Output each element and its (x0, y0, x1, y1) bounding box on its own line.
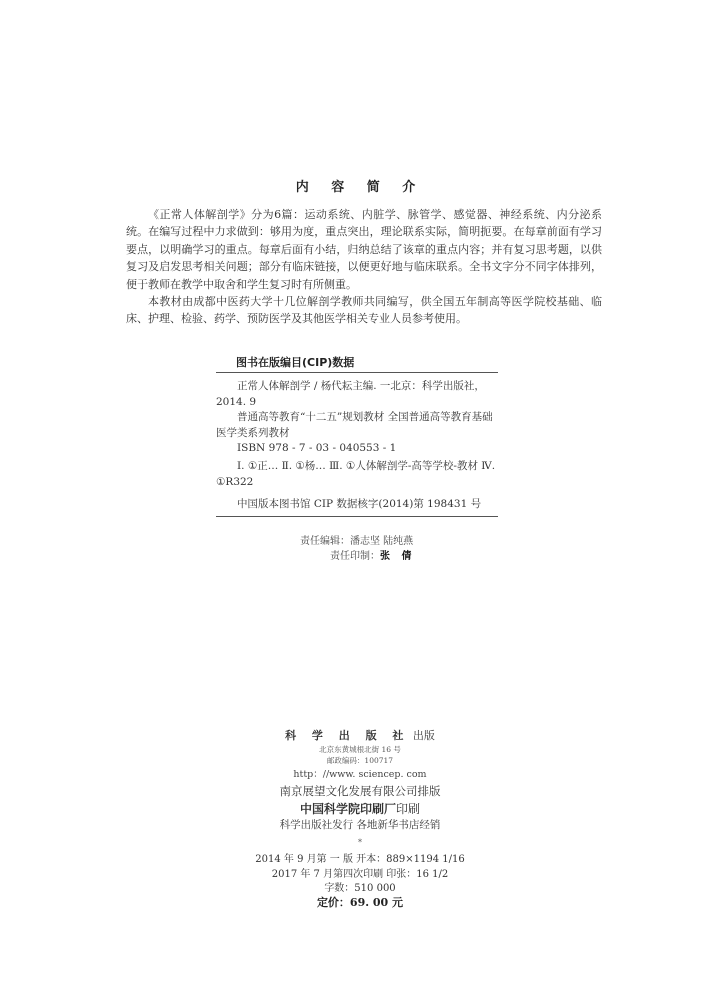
publisher-name: 科 学 出 版 社 (285, 729, 410, 742)
publisher-postcode: 邮政编码：100717 (326, 756, 394, 765)
separator-star: * (358, 838, 362, 847)
typesetter: 南京展望文化发展有限公司排版 (279, 784, 441, 798)
edition-line-2: 2017 年 7 月第四次印刷 印张：16 1/2 (271, 868, 449, 880)
responsible-printing-name: 张 倩 (380, 551, 416, 562)
cip-block-2 (216, 459, 498, 490)
cip-record-line: 中国版本图书馆 CIP 数据核字(2014)第 198431 号 (237, 498, 482, 510)
publisher-action: 出版 (412, 729, 435, 742)
edition-block (0, 853, 720, 897)
cip-block-1 (216, 379, 498, 457)
publisher-address-block (0, 744, 720, 766)
editors-block (300, 534, 415, 564)
cip-heading: 图书在版编目(CIP)数据 (236, 356, 355, 369)
cip-classification-line: Ⅰ. ①正… Ⅱ. ①杨… Ⅲ. ①人体解剖学-高等学校-教材 Ⅳ. ①R322 (216, 460, 496, 488)
responsible-editors: 责任编辑：潘志坚 陆纯燕 (300, 536, 414, 547)
summary-title: 内 容 简 介 (295, 180, 425, 195)
summary-body (126, 206, 602, 328)
printer-name: 中国科学院印刷厂 (299, 802, 396, 816)
printer-line (0, 800, 720, 817)
edition-line-1: 2014 年 9 月第 一 版 开本：889×1194 1/16 (255, 854, 465, 865)
cip-top-rule (216, 372, 498, 373)
summary-paragraph-1: 《正常人体解剖学》分为6篇：运动系统、内脏学、脉管学、感觉器、神经系统、内分泌系统。在编写过程中力求做到：够用为度，重点突出，理论联系实际，简明扼要。在每章前面有学习要点，以明确学习的重点。每章后面有小结，归纳总结了该章的重点内容；并有复习思考题，以供复习及启发思考相关问题；部分有临床链接，以便更好地与临床联系。全书文字分不同字体排列，便于教师在教学中取舍和学生复习时有所侧重。 (126, 208, 602, 291)
distributor: 科学出版社发行 各地新华书店经销 (279, 819, 441, 831)
price: 定价：69. 00 元 (316, 896, 404, 909)
publisher-address: 北京东黄城根北街 16 号 (319, 745, 401, 754)
summary-paragraph-2: 本教材由成都中医药大学十几位解剖学教师共同编写，供全国五年制高等医学院校基础、临床、护理、检验、药学、预防医学及其他医学相关专业人员参考使用。 (126, 295, 602, 326)
word-count: 字数：510 000 (324, 883, 396, 894)
responsible-printing-label: 责任印制： (330, 551, 380, 562)
cip-block-3 (216, 497, 498, 513)
publisher-url: http：//www. sciencep. com (293, 769, 427, 780)
printer-action: 印刷 (396, 802, 421, 816)
cip-isbn-line: ISBN 978 - 7 - 03 - 040553 - 1 (237, 442, 397, 454)
cip-bottom-rule (216, 516, 498, 517)
cip-title-line: 正常人体解剖学 / 杨代耘主编. 一北京：科学出版社，2014. 9 (216, 380, 485, 408)
publisher-name-line (0, 727, 720, 743)
responsible-printing (300, 549, 415, 564)
cip-series-line: 普通高等教育“十二五”规划教材 全国普通高等教育基础医学类系列教材 (216, 411, 493, 439)
